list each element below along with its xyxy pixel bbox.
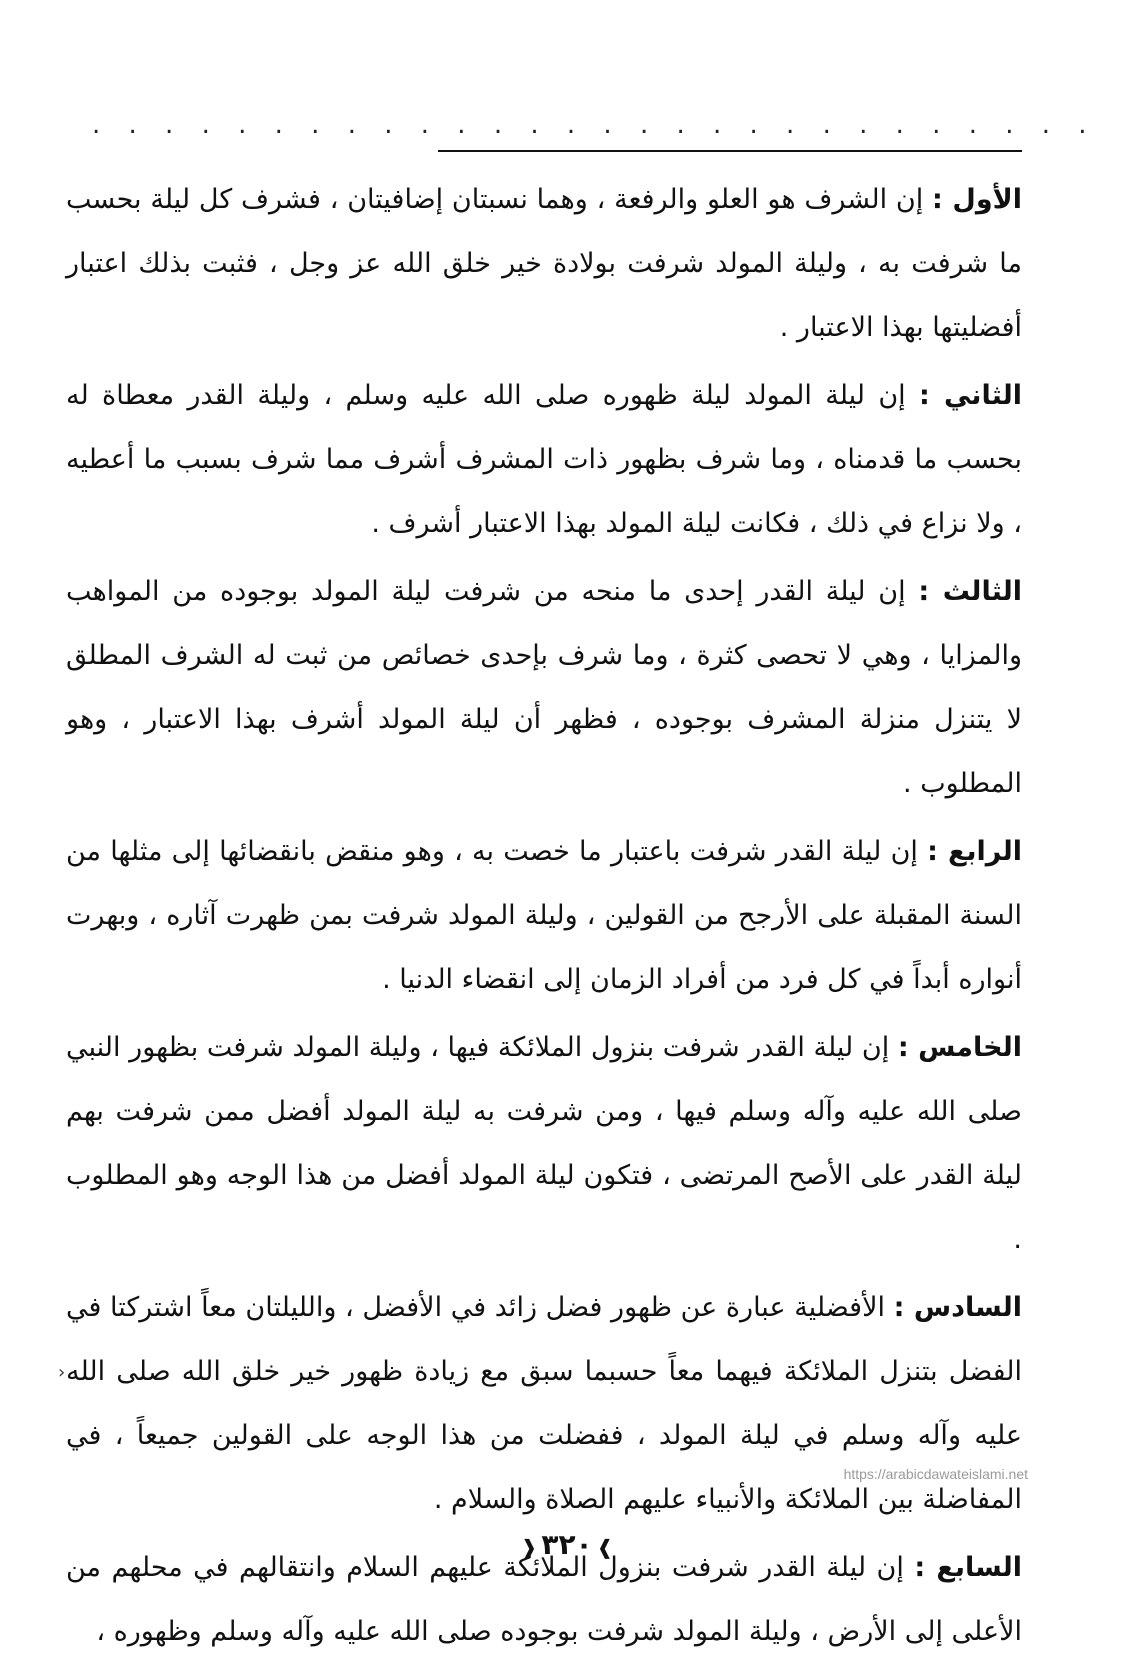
paragraph-sixth [66,1276,1022,1532]
paragraph-text: إن ليلة المولد ليلة ظهوره صلى الله عليه وسلم ، وليلة القدر معطاة له بحسب ما قدمناه ، وما شرف بظهور ذات المشرف أشرف مما شرف بسبب ما أعطيه ، ولا نزاع في ذلك ، فكانت ليلة المولد بهذا الاعتبار أشرف . [66,380,1022,539]
body-text [66,168,1022,1668]
paragraph-text: إن ليلة القدر شرفت بنزول الملائكة عليهم السلام وانتقالهم في محلهم من الأعلى إلى الأرض ، وليلة المولد شرفت بوجوده صلى الله عليه وآله وسلم وظهوره ، [66,1552,1022,1647]
continuation-mark: › [58,1362,66,1383]
paragraph-lead: السابع : [914,1552,1022,1583]
paragraph-text: الأفضلية عبارة عن ظهور فضل زائد في الأفضل ، والليلتان معاً اشتركتا في الفضل بتنزل الملائكة فيهما معاً حسبما سبق مع زيادة ظهور خير خلق الله صلى الله عليه وآله وسلم في ليلة المولد ، ففضلت من هذا الوجه على القولين جميعاً ، في المفاضلة بين الملائكة والأنبياء عليهم الصلاة والسلام . [66,1292,1022,1515]
paragraph-lead: الثالث : [918,576,1022,607]
page-number-value: ٣٢٠ [541,1528,593,1561]
paragraph-lead: الخامس : [897,1032,1022,1063]
paragraph-second [66,364,1022,556]
paragraph-lead: الرابع : [927,836,1022,867]
watermark-url: https://arabicdawateislami.net [843,1466,1028,1482]
paragraph-first [66,168,1022,360]
paragraph-text: إن الشرف هو العلو والرفعة ، وهما نسبتان إضافيتان ، فشرف كل ليلة بحسب ما شرفت به ، وليلة المولد شرفت بولادة خير خلق الله عز وجل ، فثبت بذلك اعتبار أفضليتها بهذا الاعتبار . [66,184,1022,343]
paragraph-fifth [66,1016,1022,1272]
page-number-ornament-right-icon: ❱ [596,1535,614,1559]
paragraph-lead: الأول : [932,184,1022,215]
paragraph-lead: السادس : [893,1292,1022,1323]
paragraph-third [66,560,1022,816]
paragraph-text: إن ليلة القدر إحدى ما منحه من شرفت ليلة المولد بوجوده من المواهب والمزايا ، وهي لا تحصى كثرة ، وما شرف بإحدى خصائص من ثبت له الشرف المطلق لا يتنزل منزلة المشرف بوجوده ، فظهر أن ليلة المولد أشرف بهذا الاعتبار ، وهو المطلوب . [66,576,1022,799]
paragraph-text: إن ليلة القدر شرفت باعتبار ما خصت به ، وهو منقض بانقضائها إلى مثلها من السنة المقبلة على الأرجح من القولين ، وليلة المولد شرفت بمن ظهرت آثاره ، وبهرت أنواره أبداً في كل فرد من أفراد الزمان إلى انقضاء الدنيا . [66,836,1022,995]
page-number-ornament-left-icon: ❰ [520,1535,538,1559]
header-rule [438,150,1022,152]
page-number [0,1528,1134,1561]
paragraph-lead: الثاني : [919,380,1022,411]
paragraph-text: إن ليلة القدر شرفت بنزول الملائكة فيها ، وليلة المولد شرفت بظهور النبي صلى الله عليه وآله وسلم فيها ، ومن شرفت به ليلة المولد أفضل ممن شرفت بهم ليلة القدر على الأصح المرتضى ، فتكون ليلة المولد أفضل من هذا الوجه وهو المطلوب . [66,1032,1022,1255]
paragraph-fourth [66,820,1022,1012]
header-dotted-line: . . . . . . . . . . . . . . . . . . . . . . . . . . . . [92,110,1097,140]
